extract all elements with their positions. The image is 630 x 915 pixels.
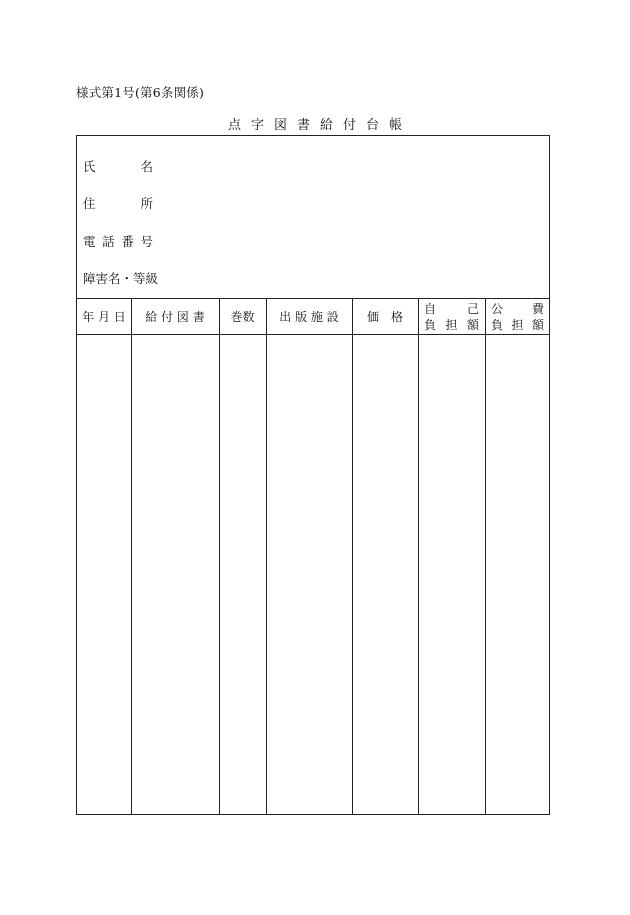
ledger-form (76, 135, 550, 815)
column-header-price: 価 格 (366, 310, 403, 324)
column-header-public-pay: 公 費 負 担 額 (491, 301, 544, 332)
column-header-date: 年 月 日 (82, 310, 126, 324)
table-header-row (77, 299, 549, 335)
column-header-volumes: 巻数 (230, 310, 255, 324)
form-reference: 様式第1号(第6条関係) (76, 85, 205, 100)
disability-grade-label: 障害名・等級 (83, 271, 159, 286)
applicant-info-section (77, 136, 549, 299)
address-label: 住 所 (83, 196, 153, 211)
column-header-books: 給 付 図 書 (145, 310, 205, 324)
phone-number-label: 電 話 番 号 (83, 234, 153, 249)
table-body-empty (77, 335, 549, 814)
column-header-self-pay: 自 己 負 担 額 (424, 301, 479, 332)
document-title: 点字図書給付台帳 (228, 118, 413, 133)
name-label: 氏 名 (83, 159, 153, 174)
column-header-publisher: 出 版 施 設 (279, 310, 339, 324)
